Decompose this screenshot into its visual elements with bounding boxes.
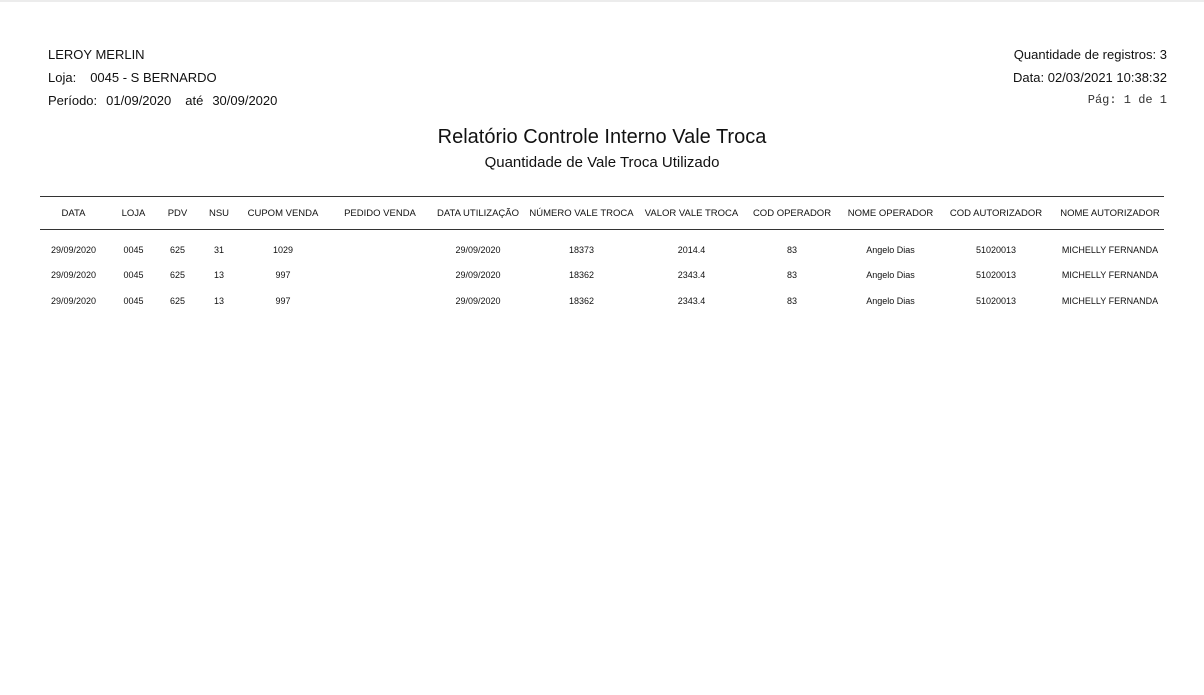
cell-data: 29/09/2020 — [50, 270, 97, 281]
record-count: Quantidade de registros: 3 — [1013, 47, 1167, 62]
cell-valor-vale-troca: 2343.4 — [677, 270, 706, 281]
cell-nsu: 13 — [213, 295, 224, 306]
col-header-nome-operador: NOME OPERADOR — [847, 207, 934, 219]
company-name: LEROY MERLIN — [48, 47, 145, 62]
cell-cupom-venda: 997 — [275, 270, 291, 281]
store-label: Loja: — [48, 70, 77, 85]
cell-cod-operador: 83 — [786, 244, 797, 255]
cell-pedido-venda — [323, 230, 437, 263]
cell-cod-operador: 83 — [786, 295, 797, 306]
col-header-pdv: PDV — [167, 207, 188, 219]
col-header-cupom-venda: CUPOM VENDA — [247, 207, 319, 219]
cell-data-utilizacao: 29/09/2020 — [455, 244, 501, 255]
page-number: Pág: 1 de 1 — [1087, 93, 1167, 107]
store-line — [48, 66, 277, 89]
report-subtitle: Quantidade de Vale Troca Utilizado — [484, 154, 720, 171]
col-header-nome-autorizador: NOME AUTORIZADOR — [1060, 207, 1160, 219]
cell-nome-operador: Angelo Dias — [866, 244, 915, 255]
report-table-container — [40, 196, 1164, 314]
cell-data: 29/09/2020 — [50, 295, 97, 306]
table-header-row — [40, 197, 1164, 230]
cell-loja: 0045 — [123, 295, 144, 306]
cell-pdv: 625 — [169, 270, 186, 281]
col-header-loja: LOJA — [121, 207, 146, 219]
cell-loja: 0045 — [123, 244, 144, 255]
col-header-data: DATA — [61, 207, 86, 219]
cell-nome-autorizador: MICHELLY FERNANDA — [1061, 295, 1159, 306]
cell-nsu: 13 — [213, 270, 224, 281]
cell-cod-operador: 83 — [786, 270, 797, 281]
cell-valor-vale-troca: 2014.4 — [677, 244, 706, 255]
store-value: 0045 - S BERNARDO — [90, 70, 217, 85]
cell-cod-autorizador: 51020013 — [975, 244, 1017, 255]
cell-pdv: 625 — [169, 244, 186, 255]
period-separator: até — [185, 93, 204, 108]
cell-numero-vale-troca: 18373 — [568, 244, 595, 255]
report-header-right — [1013, 43, 1167, 112]
col-header-pedido-venda: PEDIDO VENDA — [344, 207, 416, 219]
page-top-border — [0, 0, 1204, 2]
col-header-nsu: NSU — [208, 207, 230, 219]
col-header-valor-vale-troca: VALOR VALE TROCA — [644, 207, 739, 219]
cell-nome-operador: Angelo Dias — [866, 270, 915, 281]
cell-nome-autorizador: MICHELLY FERNANDA — [1061, 244, 1159, 255]
col-header-cod-autorizador: COD AUTORIZADOR — [949, 207, 1043, 219]
period-end: 30/09/2020 — [212, 93, 278, 108]
cell-loja: 0045 — [123, 270, 144, 281]
cell-nome-operador: Angelo Dias — [866, 295, 915, 306]
cell-numero-vale-troca: 18362 — [568, 295, 595, 306]
period-line — [48, 89, 277, 112]
col-header-data-utilizacao: DATA UTILIZAÇÃO — [437, 207, 519, 219]
cell-cod-autorizador: 51020013 — [975, 270, 1017, 281]
period-start: 01/09/2020 — [106, 93, 172, 108]
cell-data-utilizacao: 29/09/2020 — [455, 295, 501, 306]
cell-pedido-venda — [323, 288, 437, 314]
col-header-numero-vale-troca: NÚMERO VALE TROCA — [529, 207, 634, 219]
cell-cupom-venda: 997 — [275, 295, 291, 306]
table-row — [40, 263, 1164, 289]
cell-nsu: 31 — [213, 244, 224, 255]
table-row — [40, 230, 1164, 263]
cell-pedido-venda — [323, 263, 437, 289]
cell-cupom-venda: 1029 — [272, 244, 294, 255]
cell-data-utilizacao: 29/09/2020 — [455, 270, 501, 281]
report-table — [40, 196, 1164, 314]
cell-cod-autorizador: 51020013 — [975, 295, 1017, 306]
cell-valor-vale-troca: 2343.4 — [677, 295, 706, 306]
table-row — [40, 288, 1164, 314]
report-title: Relatório Controle Interno Vale Troca — [437, 126, 767, 148]
report-header-left — [48, 43, 277, 112]
period-label: Período: — [48, 93, 98, 108]
cell-pdv: 625 — [169, 295, 186, 306]
report-date: Data: 02/03/2021 10:38:32 — [1013, 70, 1167, 85]
cell-numero-vale-troca: 18362 — [568, 270, 595, 281]
col-header-cod-operador: COD OPERADOR — [752, 207, 832, 219]
cell-data: 29/09/2020 — [50, 244, 97, 255]
cell-nome-autorizador: MICHELLY FERNANDA — [1061, 270, 1159, 281]
